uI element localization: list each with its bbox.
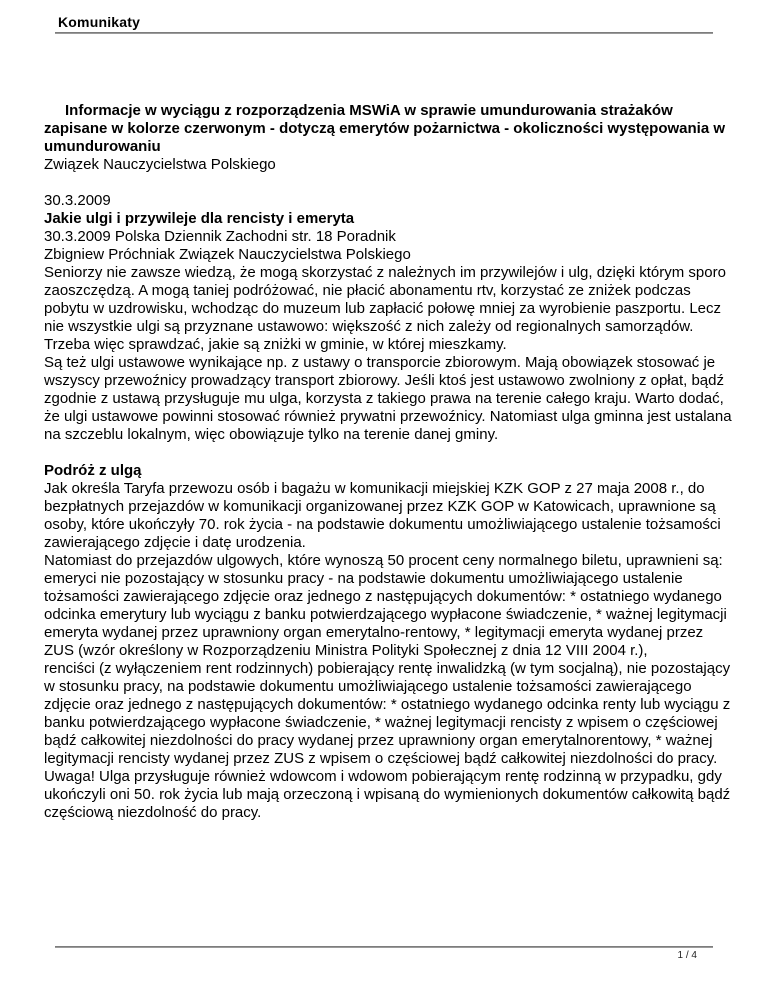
section-heading: Podróż z ulgą (44, 462, 142, 479)
lead-subtitle: Związek Nauczycielstwa Polskiego (44, 156, 276, 173)
document-body (44, 102, 735, 822)
header-title: Komunikaty (58, 14, 141, 30)
paragraph: Seniorzy nie zawsze wiedzą, że mogą skorzystać z należnych im przywilejów i ulg, dzięki którym sporo zaoszczędzą. A mogą taniej podróżować, nie płacić abonamentu rtv, korzystać ze zniżek podczas pobytu w uzdrowisku, wchodząc do muzeum lub zapłacić połowę mniej za wyrobienie paszportu. Lecz nie wszystkie ulgi są przyznane ustawowo: większość z nich zależy od regionalnych samorządów. Trzeba więc sprawdzać, jakie są zniżki w gminie, w której mieszkamy. (44, 264, 726, 353)
blank-line (44, 174, 735, 192)
lead-title: Informacje w wyciągu z rozporządzenia MSWiA w sprawie umundurowania strażaków zapisane w kolorze czerwonym - dotyczą emerytów pożarnictwa - okoliczności występowania w umundurowaniu (44, 102, 726, 155)
paragraph: Są też ulgi ustawowe wynikające np. z ustawy o transporcie zbiorowym. Mają obowiązek stosować je wszyscy przewoźnicy prowadzący transport zbiorowy. Jeśli ktoś jest ustawowo zwolniony z opłat, bądź zgodnie z ustawą przysługuje mu ulga, korzysta z takiego prawa na terenie całego kraju. Warto dodać, że ulgi ustawowe powinni stosować również prywatni przewoźnicy. Natomiast ulga gminna jest ustalana na szczeblu lokalnym, więc obowiązuje tylko na terenie danej gminy. (44, 354, 732, 443)
section-paragraph: emeryci nie pozostający w stosunku pracy - na podstawie dokumentu umożliwiającego ustalenie tożsamości zawierającego zdjęcie oraz jednego z następujących dokumentów: * ostatniego wydanego odcinka emerytury lub wyciągu z banku potwierdzającego wypłacone świadczenie, * ważnej legitymacji emeryta wydanej przez uprawniony organ emerytalno-rentowy, * legitymacji emeryta wydanej przez ZUS (wzór określony w Rozporządzeniu Ministra Polityki Społecznej z dnia 12 VIII 2004 r.), (44, 570, 727, 659)
blank-line (44, 444, 735, 462)
section-paragraph: Jak określa Taryfa przewozu osób i bagażu w komunikacji miejskiej KZK GOP z 27 maja 2008 r., do bezpłatnych przejazdów w komunikacji organizowanej przez KZK GOP w Katowicach, uprawnione są osoby, które ukończyły 70. rok życia - na podstawie dokumentu umożliwiającego ustalenie tożsamości zawierającego zdjęcie i datę urodzenia. (44, 480, 721, 551)
footer-rule (55, 946, 713, 948)
article-headline: Jakie ulgi i przywileje dla rencisty i emeryta (44, 210, 355, 227)
page-number: 1 / 4 (677, 950, 697, 961)
section-paragraph: renciści (z wyłączeniem rent rodzinnych) pobierający rentę inwalidzką (w tym socjalną), nie pozostający w stosunku pracy, na podstawie dokumentu umożliwiającego ustalenie tożsamości zawierającego zdjęcie oraz jednego z następujących dokumentów: * ostatniego wydanego odcinka renty lub wyciągu z banku potwierdzającego wypłacone świadczenie, * ważnej legitymacji rencisty z wpisem o częściowej bądź całkowitej niezdolności do pracy wydanej przez uprawniony organ emerytalnorentowy, * ważnej legitymacji rencisty wydanej przez ZUS z wpisem o częściowej bądź całkowitej niezdolności do pracy. (44, 660, 731, 767)
section-paragraph: Natomiast do przejazdów ulgowych, które wynoszą 50 procent ceny normalnego biletu, uprawnieni są: (44, 552, 723, 569)
section-paragraph: Uwaga! Ulga przysługuje również wdowcom i wdowom pobierającym rentę rodzinną w przypadku, gdy ukończyli oni 50. rok życia lub mają orzeczoną i wpisaną do wymienionych dokumentów całkowitą bądź częściową niezdolność do pracy. (44, 768, 731, 821)
article-date: 30.3.2009 (44, 192, 111, 209)
article-author: Zbigniew Próchniak Związek Nauczycielstwa Polskiego (44, 246, 411, 263)
article-source: 30.3.2009 Polska Dziennik Zachodni str. 18 Poradnik (44, 228, 396, 245)
header-rule (55, 32, 713, 34)
